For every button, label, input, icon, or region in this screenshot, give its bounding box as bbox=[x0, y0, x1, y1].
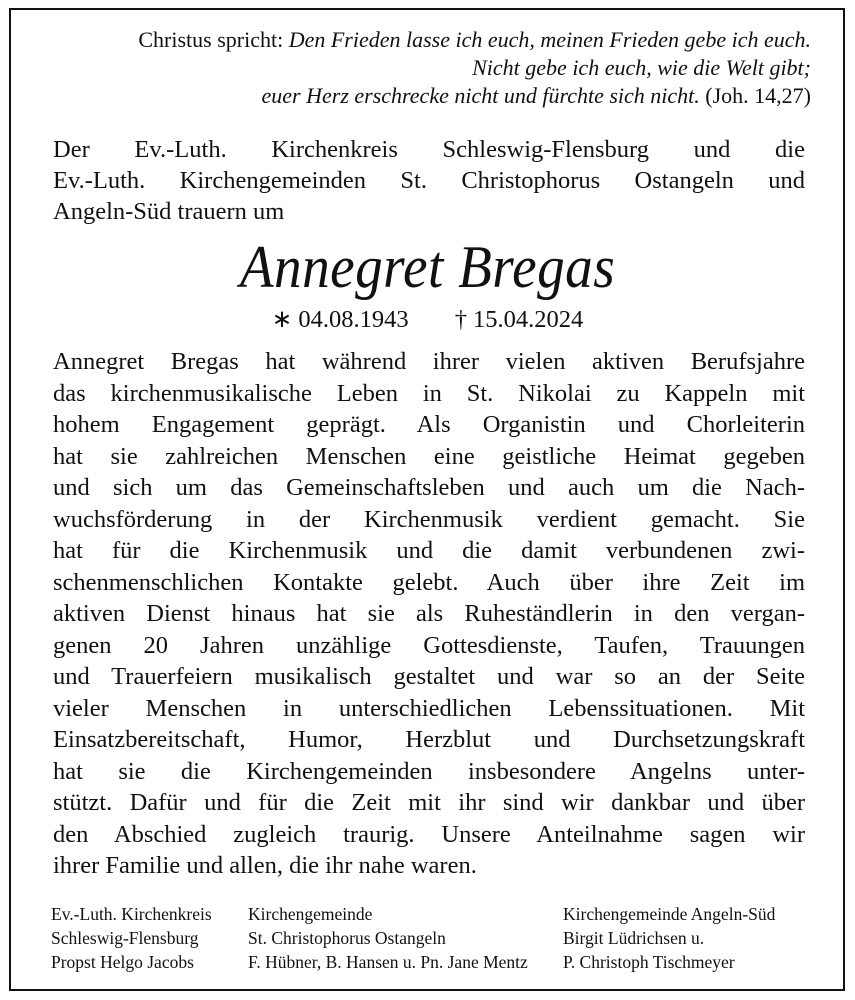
body-line: vieler Menschen in unterschiedlichen Lebenssituationen. Mit bbox=[53, 694, 805, 722]
birth-date-group bbox=[272, 305, 409, 335]
signature-angeln-sued bbox=[563, 902, 775, 974]
deceased-name: Annegret Bregas bbox=[239, 234, 616, 300]
death-date: 15.04.2024 bbox=[472, 306, 584, 333]
intro-line: Ev.-Luth. Kirchengemeinden St. Christophorus Ostangeln und bbox=[53, 167, 805, 194]
signature-line: St. Christophorus Ostangeln bbox=[248, 928, 446, 948]
birth-star-icon: ∗ bbox=[271, 306, 293, 333]
body-line: und Trauerfeiern musikalisch gestaltet und war so an der Seite bbox=[53, 663, 805, 690]
intro-line: Angeln-Süd trauern um bbox=[53, 198, 285, 225]
signature-line: Ev.-Luth. Kirchenkreis bbox=[51, 904, 212, 924]
signature-kirchenkreis bbox=[51, 902, 212, 974]
body-line: den Abschied zugleich traurig. Unsere Anteilnahme sagen wir bbox=[53, 820, 805, 848]
signature-line: Kirchengemeinde Angeln-Süd bbox=[563, 904, 776, 924]
signature-line: Propst Helgo Jacobs bbox=[51, 952, 194, 972]
intro-text bbox=[53, 134, 805, 227]
birth-date: 04.08.1943 bbox=[298, 306, 409, 333]
body-line: das kirchenmusikalische Leben in St. Nikolai zu Kappeln mit bbox=[53, 379, 805, 407]
quote-reference: (Joh. 14,27) bbox=[705, 83, 811, 108]
quote-text-3: euer Herz erschrecke nicht und fürchte sich nicht. bbox=[261, 83, 700, 108]
quote-line-2 bbox=[51, 54, 811, 82]
body-line: und sich um das Gemeinschaftsleben und auch um die Nach- bbox=[53, 474, 805, 501]
body-line: Einsatzbereitschaft, Humor, Herzblut und Durchsetzungskraft bbox=[53, 726, 805, 753]
quote-text-2: Nicht gebe ich euch, wie die Welt gibt; bbox=[472, 55, 811, 80]
death-date-group bbox=[455, 305, 584, 335]
bible-quote bbox=[51, 26, 811, 110]
body-line: ihrer Familie und allen, die ihr nahe waren. bbox=[53, 852, 477, 879]
body-line: schenmenschlichen Kontakte gelebt. Auch über ihre Zeit im bbox=[53, 568, 805, 596]
body-line: hat sie zahlreichen Menschen eine geistliche Heimat gegeben bbox=[53, 442, 805, 470]
body-line: wuchsförderung in der Kirchenmusik verdient gemacht. Sie bbox=[53, 505, 805, 533]
body-line: genen 20 Jahren unzählige Gottesdienste, Taufen, Trauungen bbox=[53, 631, 805, 659]
life-dates bbox=[0, 305, 855, 335]
intro-line: Der Ev.-Luth. Kirchenkreis Schleswig-Flensburg und die bbox=[53, 136, 805, 163]
quote-text-1: Den Frieden lasse ich euch, meinen Frieden gebe ich euch. bbox=[288, 27, 811, 52]
signature-line: P. Christoph Tischmeyer bbox=[563, 952, 735, 972]
obituary-body bbox=[53, 346, 805, 882]
quote-line-3 bbox=[51, 82, 811, 110]
quote-speaker: Christus spricht: bbox=[138, 27, 284, 52]
body-line: hohem Engagement geprägt. Als Organistin und Chorleiterin bbox=[53, 411, 805, 438]
body-line: hat für die Kirchenmusik und die damit verbundenen zwi- bbox=[53, 537, 805, 564]
signature-line: F. Hübner, B. Hansen u. Pn. Jane Mentz bbox=[248, 952, 528, 972]
signature-st-christophorus bbox=[248, 902, 528, 974]
body-line: aktiven Dienst hinaus hat sie als Ruheständlerin in den vergan- bbox=[53, 600, 805, 627]
death-cross-icon: † bbox=[454, 306, 467, 333]
signature-line: Birgit Lüdrichsen u. bbox=[563, 928, 705, 948]
quote-line-1 bbox=[51, 26, 811, 54]
body-line: Annegret Bregas hat während ihrer vielen aktiven Berufsjahre bbox=[53, 348, 805, 375]
signature-line: Schleswig-Flensburg bbox=[51, 928, 199, 948]
body-line: stützt. Dafür und für die Zeit mit ihr sind wir dankbar und über bbox=[53, 789, 805, 816]
signature-line: Kirchengemeinde bbox=[248, 904, 373, 924]
body-line: hat sie die Kirchengemeinden insbesondere Angelns unter- bbox=[53, 757, 805, 785]
